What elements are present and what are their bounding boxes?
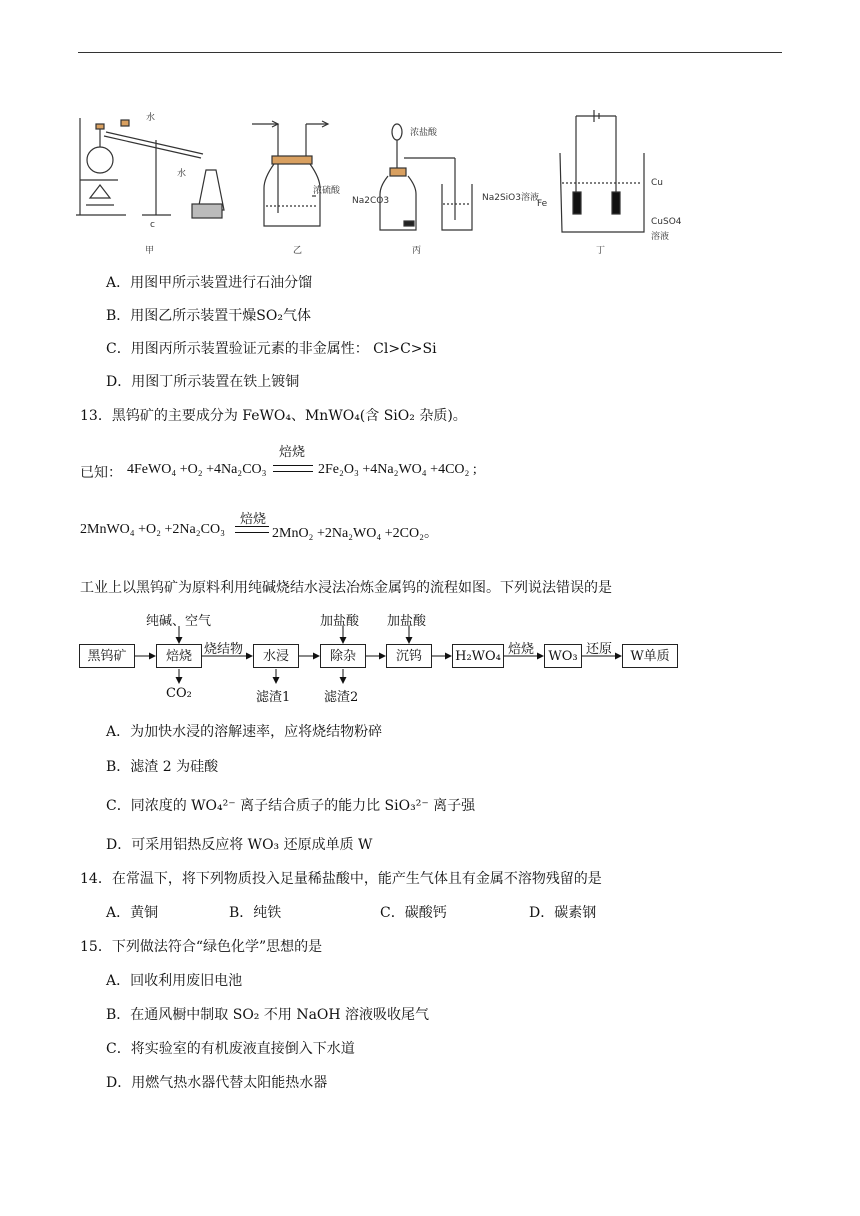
flow-box-ore: 黑钨矿 (79, 644, 135, 668)
label-ding: 丁 (596, 246, 606, 256)
q12-option-c: C．用图丙所示装置验证元素的非金属性： Cl>C>Si (106, 341, 437, 357)
q13-known-prefix: 已知： (80, 466, 122, 481)
q14-stem: 14．在常温下，将下列物质投入足量稀盐酸中，能产生气体且有金属不溶物残留的是 (80, 871, 602, 887)
q13-eq2-left: 2MnWO₄ +O₂ +2Na₂CO₃ (80, 522, 225, 537)
q13-eq2-condition: 焙烧 (240, 512, 267, 527)
flow-box-leach: 水浸 (253, 644, 299, 668)
q13-eq2-right: 2MnO₂ +2Na₂WO₄ +2CO₂。 (272, 526, 438, 541)
flow-input-hcl-1: 加盐酸 (320, 614, 360, 629)
flow-input-hcl-2: 加盐酸 (387, 614, 427, 629)
flow-input-soda-air: 纯碱、空气 (146, 614, 212, 629)
ding-sol1: CuSO4 (651, 217, 682, 227)
q13-eq2-equals (235, 526, 269, 533)
flow-output-residue-2: 滤渣2 (324, 690, 359, 705)
apparatus-ding (556, 108, 656, 238)
apparatus-bing (380, 120, 520, 230)
q15-option-b: B．在通风橱中制取 SO₂ 不用 NaOH 溶液吸收尾气 (106, 1007, 430, 1023)
flow-box-h2wo4: H₂WO₄ (452, 644, 504, 668)
flow-box-w: W单质 (622, 644, 678, 668)
q12-option-a: A．用图甲所示装置进行石油分馏 (106, 275, 313, 291)
flow-arrow-label-roast: 焙烧 (508, 642, 535, 657)
q13-option-c: C．同浓度的 WO₄²⁻ 离子结合质子的能力比 SiO₃²⁻ 离子强 (106, 798, 476, 814)
label-jia: 甲 (145, 246, 155, 256)
label-bing: 丙 (412, 246, 422, 256)
flow-output-co2: CO₂ (166, 686, 192, 701)
q13-eq1-right: 2Fe₂O₃ +4Na₂WO₄ +4CO₂ ; (318, 462, 477, 477)
jia-water-top: 水 (146, 113, 156, 123)
flow-arrows (0, 626, 860, 686)
q15-stem: 15．下列做法符合“绿色化学”思想的是 (80, 939, 323, 955)
flow-box-precip: 沉钨 (386, 644, 432, 668)
label-yi: 乙 (293, 246, 303, 256)
flow-box-purify: 除杂 (320, 644, 366, 668)
flow-arrow-label-reduce: 还原 (586, 642, 613, 657)
bing-funnel: 浓盐酸 (410, 128, 438, 138)
apparatus-jia (76, 110, 226, 230)
q12-option-b: B．用图乙所示装置干燥SO₂气体 (106, 308, 311, 324)
apparatus-yi (252, 118, 342, 228)
q13-eq1-left: 4FeWO₄ +O₂ +4Na₂CO₃ (127, 462, 267, 477)
jia-water-bottom: 水 (177, 169, 187, 179)
q13-intro: 工业上以黑钨矿为原料利用纯碱烧结水浸法冶炼金属钨的流程如图。下列说法错误的是 (80, 580, 612, 596)
bing-right: Na2SiO3溶液 (482, 193, 539, 203)
q13-option-b: B．滤渣 2 为硅酸 (106, 759, 219, 775)
ding-sol2: 溶液 (651, 232, 670, 242)
flow-arrow-label-sinter: 烧结物 (204, 642, 244, 657)
flow-box-roast: 焙烧 (156, 644, 202, 668)
q14-option-a: A．黄铜 (106, 905, 159, 921)
q14-option-c: C．碳酸钙 (380, 905, 447, 921)
q15-option-a: A．回收利用废旧电池 (106, 973, 243, 989)
q14-option-b: B．纯铁 (229, 905, 282, 921)
ding-cu: Cu (651, 178, 663, 188)
q12-option-d: D．用图丁所示装置在铁上镀铜 (106, 374, 300, 390)
q13-eq1-condition: 焙烧 (279, 445, 306, 460)
q14-option-d: D．碳素钢 (529, 905, 597, 921)
header-rule (78, 52, 782, 53)
q13-stem: 13．黑钨矿的主要成分为 FeWO₄、MnWO₄(含 SiO₂ 杂质)。 (80, 408, 467, 424)
q13-eq1-equals (273, 465, 313, 472)
q13-option-d: D．可采用铝热反应将 WO₃ 还原成单质 W (106, 837, 373, 853)
ding-fe: Fe (537, 199, 548, 209)
flow-output-residue-1: 滤渣1 (256, 690, 291, 705)
q15-option-c: C．将实验室的有机废液直接倒入下水道 (106, 1041, 355, 1057)
q13-option-a: A．为加快水浸的溶解速率，应将烧结物粉碎 (106, 724, 383, 740)
q15-option-d: D．用燃气热水器代替太阳能热水器 (106, 1075, 328, 1091)
yi-reagent: 浓硫酸 (313, 186, 341, 196)
bing-left: Na2CO3 (352, 196, 390, 206)
jia-c-label: c (150, 220, 155, 230)
flow-box-wo3: WO₃ (544, 644, 582, 668)
